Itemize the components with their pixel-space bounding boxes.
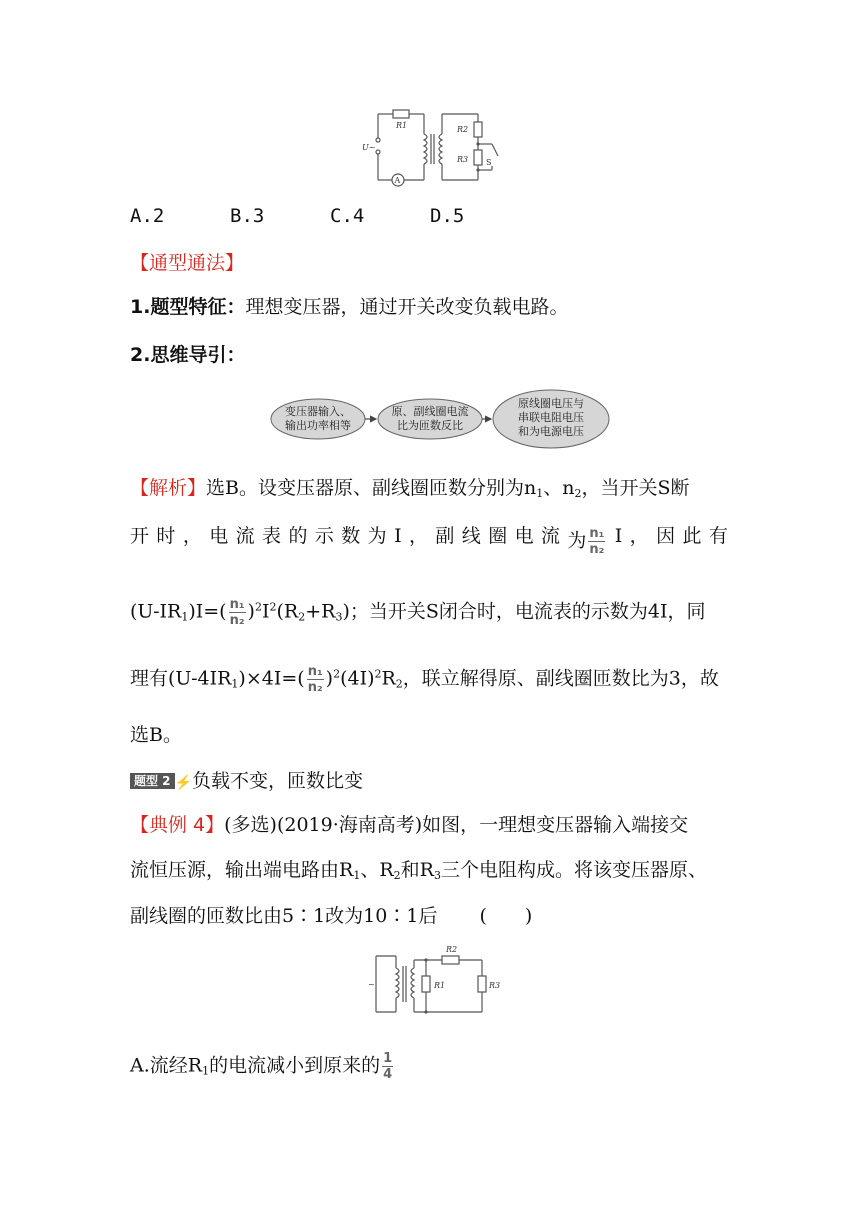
label-r2: R2 <box>446 945 458 954</box>
flow-box2-line2: 比为匝数反比 <box>397 419 463 432</box>
superscript: 2 <box>333 667 341 681</box>
label-r2: R2 <box>457 125 469 134</box>
subscript: 1 <box>181 610 189 624</box>
example4-option-a <box>130 1052 395 1081</box>
char: 副 <box>435 525 455 547</box>
char: 表 <box>262 525 282 547</box>
subscript: 3 <box>433 869 441 882</box>
label-r1: R1 <box>434 981 446 990</box>
example4-line-1 <box>130 816 688 835</box>
label-ammeter: A <box>394 176 401 185</box>
example4-text: 和R <box>400 859 434 881</box>
fraction-one-quarter <box>382 1052 393 1081</box>
subscript: 1 <box>231 677 239 691</box>
fraction-numerator: 1 <box>383 1051 393 1066</box>
fraction-denominator: n₂ <box>589 542 605 557</box>
transformer-load-circuit-diagram <box>366 940 502 1022</box>
option-b: B.3 <box>230 205 265 227</box>
fraction-n1-n2 <box>588 527 605 556</box>
char: 电 <box>514 525 534 547</box>
feature-label: 1.题型特征： <box>130 296 246 318</box>
char: I <box>394 525 402 547</box>
char: 为 <box>567 529 587 552</box>
feature-line <box>130 298 568 317</box>
char: 时 <box>156 525 176 547</box>
char: 的 <box>288 525 308 547</box>
label-r3: R3 <box>489 981 501 990</box>
options-row-1 <box>130 207 530 226</box>
example4-text: 副线圈的匝数比由5∶1改为10∶1后 <box>130 905 438 927</box>
option-text: 的电流减小到原来的 <box>209 1054 381 1077</box>
example4-text: 、R <box>360 859 394 881</box>
char: 因 <box>656 525 676 547</box>
solution-text: )；当开关S闭合时，电流表的示数为4I，同 <box>342 600 706 623</box>
example4-text: 三个电阻构成。将该变压器原、 <box>440 859 707 881</box>
label-r3: R3 <box>457 155 469 164</box>
solution-text: R <box>381 667 396 690</box>
solution-text: (U-IR <box>130 600 182 623</box>
example4-text: (多选)(2019·海南高考)如图，一理想变压器输入端接交 <box>224 814 689 836</box>
option-c: C.4 <box>330 205 365 227</box>
subscript: 1 <box>353 869 361 882</box>
answer-blank: ( ) <box>479 905 533 927</box>
method-heading: 【通型通法】 <box>130 252 245 274</box>
char: 为 <box>367 525 387 547</box>
subscript: 1 <box>202 1064 210 1078</box>
guide-label: 2.思维导引： <box>130 344 246 366</box>
solution-tag: 【解析】 <box>130 477 207 499</box>
char: 此 <box>682 525 702 547</box>
char: 有 <box>708 525 728 547</box>
flow-box3-line2: 串联电阻电压 <box>518 411 584 424</box>
example4-line-2 <box>130 861 707 881</box>
char: I <box>614 525 623 547</box>
fraction-n1-n2 <box>307 665 324 694</box>
solution-text: I <box>261 600 270 623</box>
solution-line-5: 选B。 <box>130 724 182 746</box>
label-source: ~ <box>368 980 375 989</box>
label-r1: R1 <box>396 121 408 130</box>
subscript: 2 <box>574 487 582 500</box>
subscript: 2 <box>393 869 401 882</box>
thinking-flowchart <box>268 388 628 450</box>
flow-box2-line1: 原、副线圈电流 <box>391 405 469 418</box>
solution-line-4 <box>130 665 719 694</box>
fraction-denominator: n₂ <box>229 613 245 628</box>
type2-heading <box>130 772 363 791</box>
fraction-denominator: n₂ <box>307 680 323 695</box>
flow-box1-line1: 变压器输入、 <box>285 405 351 418</box>
fraction-denominator: 4 <box>383 1067 393 1082</box>
solution-text: ，联立解得原、副线圈匝数比为3，故 <box>402 667 719 690</box>
solution-line-2-justified <box>130 527 728 556</box>
char: ， <box>182 525 202 547</box>
flow-box3-line1: 原线圈电压与 <box>518 397 584 410</box>
subscript: 1 <box>536 487 544 500</box>
example4-line-3 <box>130 907 532 926</box>
superscript: 2 <box>254 600 262 614</box>
char: 圈 <box>488 525 508 547</box>
fraction-numerator: n₁ <box>229 597 245 612</box>
char: 电 <box>209 525 229 547</box>
superscript: 2 <box>374 667 382 681</box>
flow-box1-line2: 输出功率相等 <box>285 419 351 432</box>
solution-text: ) <box>247 600 255 623</box>
solution-text: 选B。设变压器原、副线圈匝数分别为n <box>206 477 537 499</box>
subscript: 3 <box>335 610 343 624</box>
fraction-numerator: n₁ <box>307 664 323 679</box>
fraction-numerator: n₁ <box>589 526 605 541</box>
solution-text: )×4I=( <box>238 667 305 690</box>
char: 开 <box>130 525 150 547</box>
transformer-switch-circuit-diagram <box>360 104 510 192</box>
type-badge: 题型 2 <box>130 773 175 789</box>
label-u: U~ <box>362 143 376 152</box>
option-text: A.流经R <box>130 1054 203 1077</box>
subscript: 2 <box>395 677 403 691</box>
solution-text: 、n <box>543 477 575 499</box>
subscript: 2 <box>298 610 306 624</box>
char: ， <box>629 525 649 547</box>
solution-text: (R <box>276 600 299 623</box>
example4-tag: 【典例 4】 <box>130 814 225 836</box>
solution-line-2 <box>130 527 728 556</box>
solution-line-1 <box>130 479 690 499</box>
char: 示 <box>314 525 334 547</box>
char: 流 <box>541 525 561 547</box>
solution-line-3 <box>130 598 705 627</box>
solution-text: 理有(U-4IR <box>130 667 232 690</box>
solution-text: (4I) <box>340 667 375 690</box>
char: 数 <box>341 525 361 547</box>
flow-box3-line3: 和为电源电压 <box>518 425 584 438</box>
char: 流 <box>235 525 255 547</box>
type2-title: 负载不变，匝数比变 <box>191 770 363 792</box>
superscript: 2 <box>269 600 277 614</box>
fraction-n1-n2 <box>229 598 246 627</box>
label-s: S <box>486 158 492 167</box>
solution-text: )I=( <box>188 600 227 623</box>
option-a: A.2 <box>130 205 165 227</box>
char: ， <box>408 525 428 547</box>
solution-text: +R <box>305 600 336 623</box>
option-d: D.5 <box>430 205 465 227</box>
solution-text: ，当开关S断 <box>581 477 690 499</box>
example4-text: 流恒压源，输出端电路由R <box>130 859 354 881</box>
char: 线 <box>461 525 481 547</box>
lightning-icon: ⚡ <box>174 775 192 791</box>
feature-text: 理想变压器，通过开关改变负载电路。 <box>245 296 569 318</box>
solution-text: ) <box>325 667 334 690</box>
